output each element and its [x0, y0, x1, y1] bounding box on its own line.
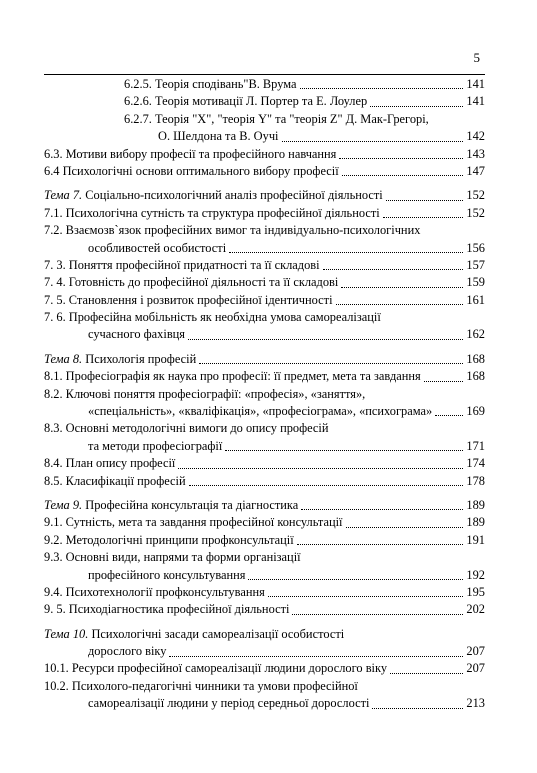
toc-entry-title: 6.2.5. Теорія сподівань"В. Врума — [124, 76, 297, 91]
toc-entry-title: особливостей особистості — [88, 240, 227, 255]
toc-entry-title — [44, 497, 298, 514]
toc-entry — [44, 368, 485, 385]
toc-entry — [44, 326, 485, 343]
toc-entry-title: 8.3. Основні методологічні вимоги до опису професій — [44, 421, 329, 436]
toc-page-number: 189 — [466, 497, 485, 512]
dot-leader — [341, 286, 463, 288]
toc-entry-title: 10.2. Психолого-педагогічні чинники та умови професійної — [44, 678, 358, 693]
dot-leader — [336, 303, 464, 305]
toc-entry — [44, 274, 485, 291]
table-of-contents — [44, 76, 485, 713]
toc-entry — [44, 420, 485, 437]
page-number: 5 — [473, 50, 480, 65]
dot-leader — [282, 140, 464, 142]
toc-entry — [44, 532, 485, 549]
toc-entry — [44, 240, 485, 257]
theme-label: Тема 7. — [44, 188, 83, 203]
toc-page-number: 192 — [466, 567, 485, 582]
section-gap — [44, 180, 485, 187]
toc-entry — [44, 128, 485, 145]
toc-entry — [44, 386, 485, 403]
dot-leader — [372, 707, 463, 709]
toc-entry — [44, 403, 485, 420]
toc-page-number: 213 — [466, 696, 485, 711]
toc-entry-title: 8.4. План опису професії — [44, 456, 176, 471]
dot-leader — [435, 414, 463, 416]
dot-leader — [424, 380, 464, 382]
toc-entry-title: 9.2. Методологічні принципи профконсультації — [44, 532, 294, 547]
toc-entry-title: сучасного фахівця — [88, 327, 186, 342]
dot-leader — [383, 216, 464, 218]
toc-theme-heading — [44, 497, 485, 514]
dot-leader — [300, 87, 464, 89]
toc-entry — [44, 146, 485, 163]
theme-label: Тема 9. — [44, 497, 83, 512]
toc-entry — [44, 473, 485, 490]
toc-entry-title: 9.4. Психотехнології профконсультування — [44, 584, 265, 599]
dot-leader — [297, 543, 464, 545]
toc-page-number: 171 — [466, 438, 485, 453]
dot-leader — [178, 467, 463, 469]
toc-entry — [44, 222, 485, 239]
dot-leader — [342, 174, 464, 176]
toc-page-number: 152 — [466, 188, 485, 203]
toc-entry — [44, 438, 485, 455]
toc-page-number: 152 — [466, 205, 485, 220]
dot-leader — [268, 595, 464, 597]
section-gap — [44, 344, 485, 351]
toc-page-number: 156 — [466, 240, 485, 255]
dot-leader — [292, 613, 463, 615]
toc-entry — [44, 93, 485, 110]
toc-entry-title: 7.1. Психологічна сутність та структура професійної діяльності — [44, 205, 380, 220]
toc-page-number: 207 — [466, 661, 485, 676]
toc-entry-title: 9.1. Сутність, мета та завдання професійної консультації — [44, 515, 343, 530]
dot-leader — [229, 251, 463, 253]
section-gap — [44, 490, 485, 497]
theme-title: Соціально-психологічний аналіз професійної діяльності — [85, 188, 383, 203]
toc-entry-title: 7. 6. Професійна мобільність як необхідна умова самореалізації — [44, 310, 381, 325]
toc-entry — [44, 76, 485, 93]
dot-leader — [301, 508, 463, 510]
toc-page-number: 159 — [466, 275, 485, 290]
theme-title: Психологічні засади самореалізації особистості — [91, 626, 345, 641]
toc-page-number: 189 — [466, 515, 485, 530]
toc-page-number: 141 — [466, 76, 485, 91]
toc-entry-title: 6.3. Мотиви вибору професії та професійного навчання — [44, 146, 337, 161]
top-rule — [44, 74, 485, 75]
theme-label: Тема 10. — [44, 626, 89, 641]
toc-entry — [44, 455, 485, 472]
toc-entry-title: 8.5. Класифікації професій — [44, 473, 186, 488]
toc-page-number: 207 — [466, 644, 485, 659]
dot-leader — [189, 484, 464, 486]
toc-page-number: 147 — [466, 163, 485, 178]
dot-leader — [248, 578, 463, 580]
toc-page-number: 157 — [466, 257, 485, 272]
toc-entry-title: 8.2. Ключові поняття професіографії: «професія», «заняття», — [44, 386, 366, 401]
toc-entry — [44, 695, 485, 712]
section-gap — [44, 619, 485, 626]
toc-page-number: 191 — [466, 532, 485, 547]
toc-entry — [44, 163, 485, 180]
toc-page-number: 202 — [466, 602, 485, 617]
toc-entry-title: «спеціальність», «кваліфікація», «професіограма», «психограма» — [88, 404, 433, 419]
toc-entry-title: 7. 5. Становлення і розвиток професійної ідентичності — [44, 292, 333, 307]
toc-page-number: 178 — [466, 473, 485, 488]
toc-entry-title: дорослого віку — [88, 644, 167, 659]
toc-entry-title: 7.2. Взаємозв`язок професійних вимог та індивідуально-психологічних — [44, 223, 421, 238]
toc-entry-title — [44, 626, 344, 643]
toc-entry — [44, 111, 485, 128]
dot-leader — [169, 655, 463, 657]
toc-entry-title: 8.1. Професіографія як наука про професії: її предмет, мета та завдання — [44, 369, 421, 384]
toc-entry — [44, 661, 485, 678]
toc-entry-title: 7. 3. Поняття професійної придатності та її складові — [44, 257, 320, 272]
toc-entry — [44, 643, 485, 660]
toc-entry — [44, 567, 485, 584]
toc-page-number: 143 — [466, 146, 485, 161]
theme-label: Тема 8. — [44, 351, 83, 366]
dot-leader — [188, 338, 463, 340]
dot-leader — [370, 105, 463, 107]
toc-theme-heading — [44, 351, 485, 368]
dot-leader — [199, 362, 463, 364]
toc-entry-title: 6.4 Психологічні основи оптимального вибору професії — [44, 163, 339, 178]
toc-entry — [44, 584, 485, 601]
dot-leader — [225, 449, 463, 451]
toc-entry-title — [44, 351, 196, 368]
toc-entry-title: 6.2.6. Теорія мотивації Л. Портер та Е. Лоулер — [124, 94, 368, 109]
toc-entry-title: 10.1. Ресурси професійної самореалізації людини дорослого віку — [44, 661, 388, 676]
toc-entry-title: та методи професіографії — [88, 438, 223, 453]
dot-leader — [390, 672, 463, 674]
toc-page-number: 162 — [466, 327, 485, 342]
toc-page-number: 142 — [466, 129, 485, 144]
toc-page-number: 169 — [466, 404, 485, 419]
toc-theme-heading — [44, 626, 485, 643]
theme-title: Психологія професій — [85, 351, 197, 366]
toc-entry — [44, 678, 485, 695]
toc-entry — [44, 292, 485, 309]
dot-leader — [323, 268, 464, 270]
toc-entry — [44, 309, 485, 326]
toc-page-number: 168 — [466, 369, 485, 384]
toc-page-number: 141 — [466, 94, 485, 109]
toc-entry-title: О. Шелдона та В. Оучі — [158, 129, 279, 144]
toc-entry — [44, 257, 485, 274]
toc-entry-title: 6.2.7. Теорія "X", "теорія Y" та "теорія Z" Д. Мак-Грегорі, — [124, 111, 429, 126]
toc-entry-title: професійного консультування — [88, 567, 246, 582]
toc-entry-title: 9. 5. Психодіагностика професійної діяльності — [44, 602, 290, 617]
toc-entry-title — [44, 187, 383, 204]
dot-leader — [339, 157, 463, 159]
toc-entry-title: 7. 4. Готовність до професійної діяльності та її складові — [44, 275, 339, 290]
toc-page-number: 161 — [466, 292, 485, 307]
toc-entry — [44, 601, 485, 618]
toc-entry — [44, 549, 485, 566]
theme-title: Професійна консультація та діагностика — [85, 497, 299, 512]
toc-entry-title: 9.3. Основні види, напрями та форми організації — [44, 550, 301, 565]
toc-page-number: 168 — [466, 351, 485, 366]
toc-page-number: 195 — [466, 584, 485, 599]
toc-theme-heading — [44, 187, 485, 204]
toc-page-number: 174 — [466, 456, 485, 471]
dot-leader — [346, 526, 464, 528]
dot-leader — [386, 199, 464, 201]
toc-entry-title: самореалізації людини у період середньої дорослості — [88, 696, 370, 711]
toc-entry — [44, 514, 485, 531]
toc-entry — [44, 205, 485, 222]
